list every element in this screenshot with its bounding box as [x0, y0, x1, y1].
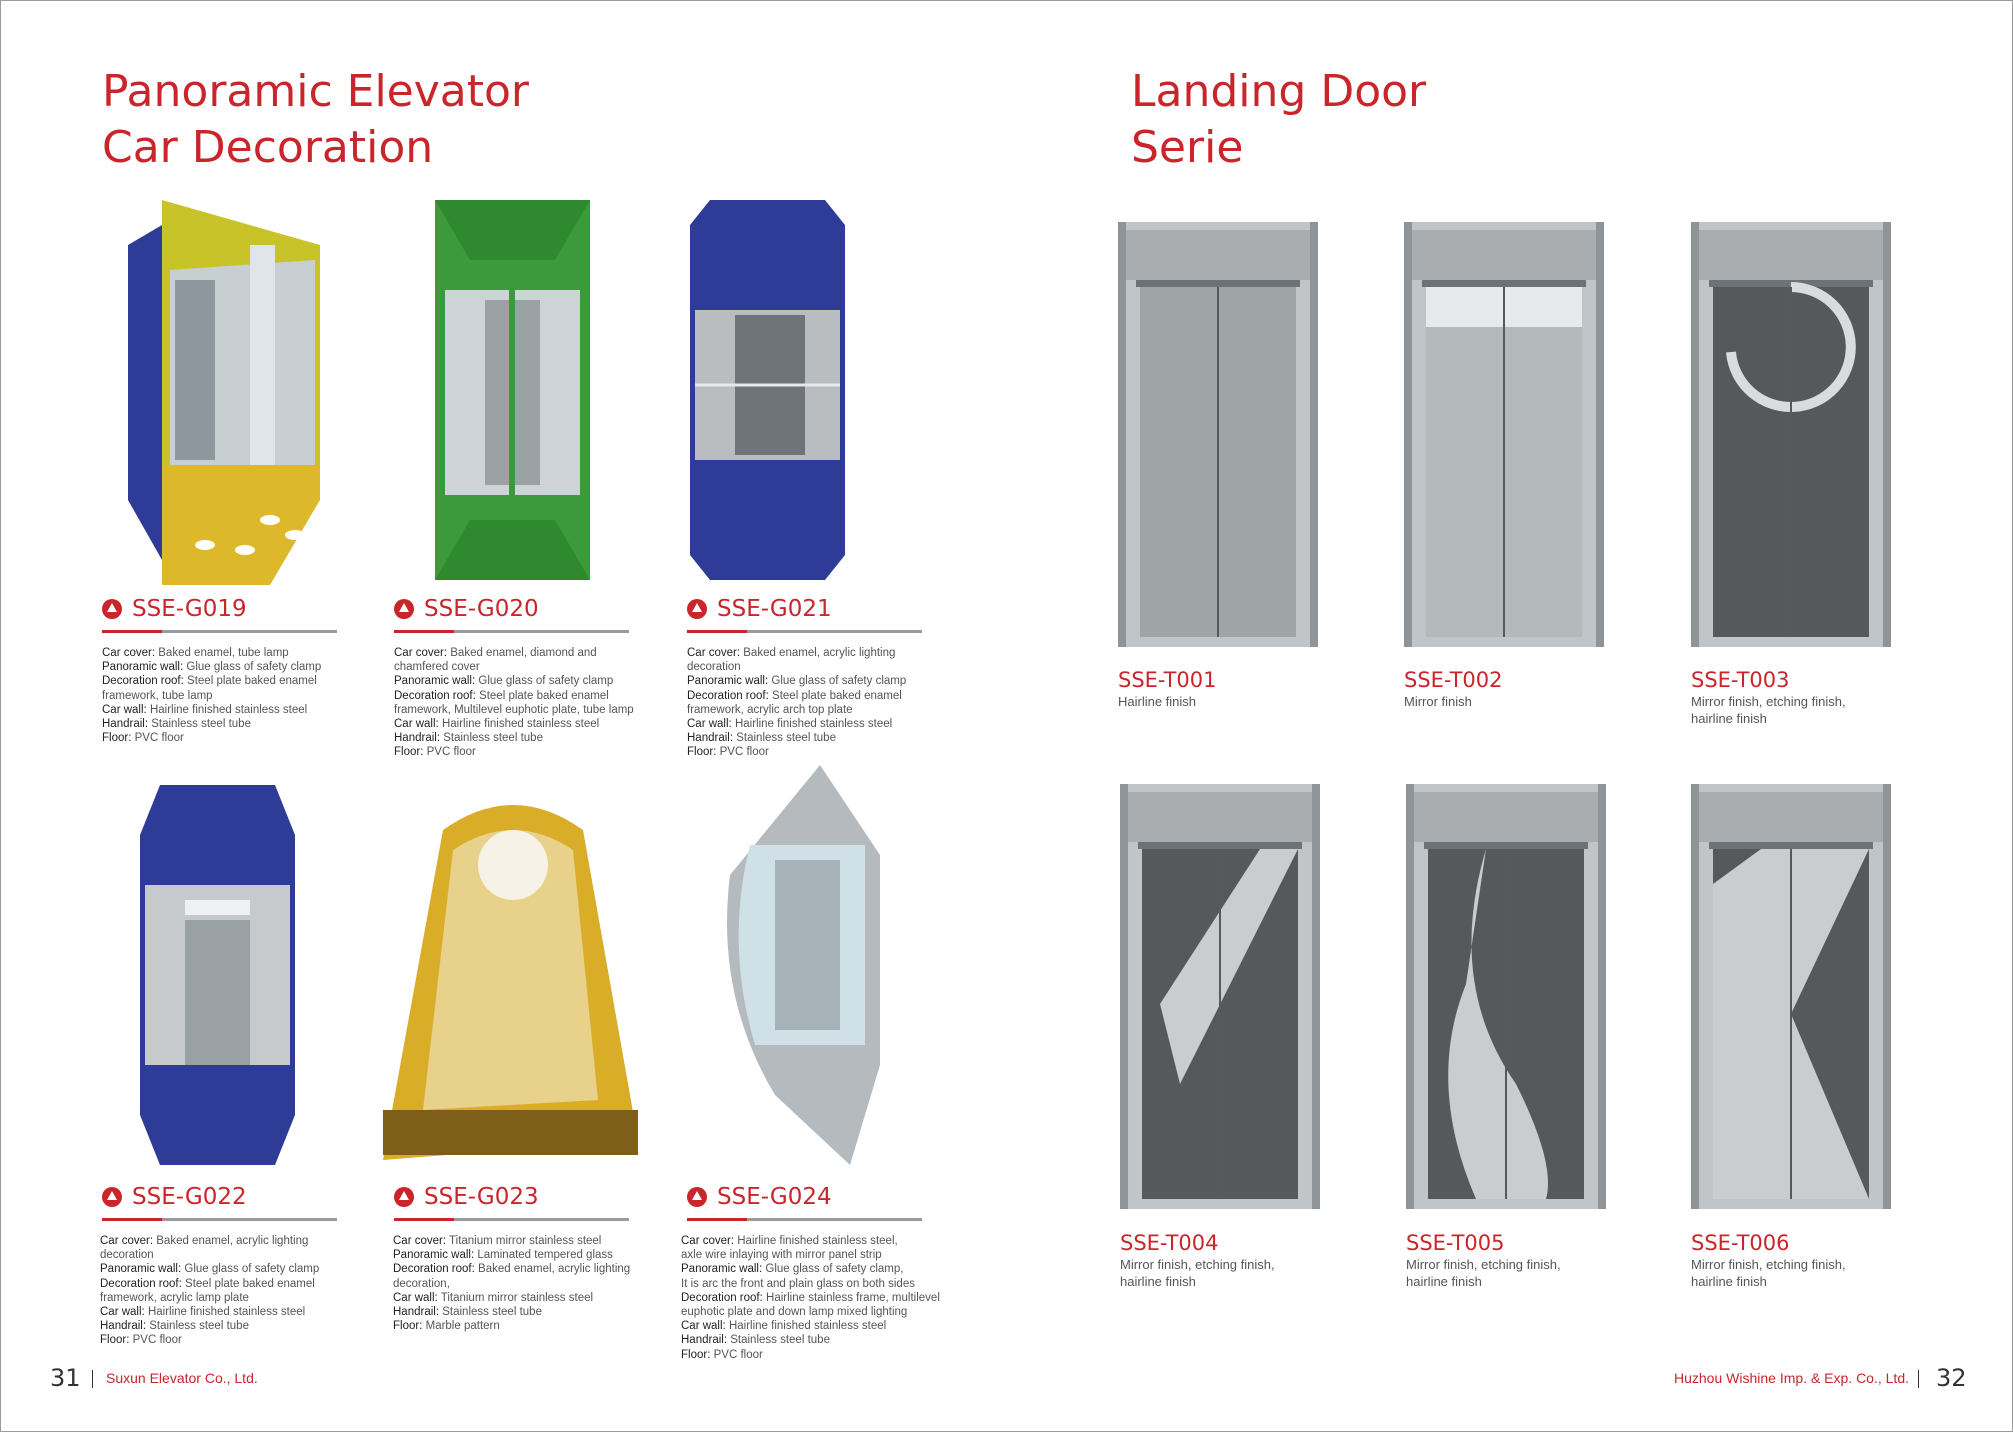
spec-key: Car cover: — [102, 647, 156, 659]
spec-value: Glue glass of safety clamp, — [765, 1263, 904, 1276]
triangle-up-icon — [102, 599, 122, 619]
spec-line — [681, 1305, 940, 1319]
door-code-sse-t006: SSE-T006 — [1691, 1231, 1790, 1255]
car-code-rule-gray — [454, 630, 629, 633]
spec-value: Hairline stainless frame, multilevel — [766, 1291, 940, 1304]
spec-value: framework, acrylic lamp plate — [100, 1291, 249, 1304]
spec-value: PVC floor — [719, 746, 769, 759]
spec-key: Floor: — [393, 1320, 423, 1333]
spec-line — [393, 1305, 630, 1319]
car-code-rule-gray — [747, 630, 922, 633]
spec-value: Stainless steel tube — [151, 718, 251, 731]
spec-value: Hairline finished stainless steel — [441, 718, 600, 731]
door-desc-sse-t001 — [1118, 693, 1196, 710]
spec-line — [393, 1262, 630, 1276]
spec-key: Car cover: — [100, 1235, 154, 1247]
spec-value: chamfered cover — [394, 661, 480, 674]
spec-line — [102, 660, 321, 674]
door-desc-line: hairline finish — [1691, 1274, 1767, 1289]
spec-line — [100, 1277, 319, 1291]
spec-line — [100, 1248, 319, 1262]
spec-key: Handrail: — [393, 1306, 440, 1319]
triangle-up-icon — [394, 1187, 414, 1207]
car-code-sse-g022 — [102, 1184, 247, 1210]
door-desc-line: Mirror finish, etching finish, — [1691, 694, 1846, 709]
spec-line — [100, 1291, 319, 1305]
triangle-up-icon — [394, 599, 414, 619]
car-code-rule-gray — [162, 1218, 337, 1221]
door-desc-line: Mirror finish, etching finish, — [1691, 1257, 1846, 1272]
spec-key: Handrail: — [681, 1334, 728, 1347]
spec-key: Floor: — [100, 1334, 130, 1347]
spec-line — [394, 660, 634, 674]
spec-line — [687, 745, 906, 759]
spec-key: Car cover: — [394, 647, 448, 659]
car-code-rule-gray — [747, 1218, 922, 1221]
spec-value: Steel plate baked enamel — [479, 689, 609, 702]
car-code-sse-g020 — [394, 596, 539, 622]
landing-door-sse-t005 — [1406, 784, 1606, 1209]
triangle-up-icon — [687, 599, 707, 619]
car-code-rule — [687, 630, 747, 633]
landing-door-sse-t004 — [1120, 784, 1320, 1209]
spec-line — [394, 703, 634, 717]
spec-key: Car cover: — [687, 647, 741, 659]
spec-value: Glue glass of safety clamp — [186, 661, 322, 674]
door-desc-line: Mirror finish, etching finish, — [1406, 1257, 1561, 1272]
triangle-up-icon — [687, 1187, 707, 1207]
car-image-sse-g019 — [120, 200, 325, 585]
spec-key: Decoration roof: — [687, 689, 769, 702]
spec-line — [393, 1248, 630, 1262]
spec-key: Car wall: — [687, 718, 732, 731]
spec-line — [681, 1348, 940, 1362]
car-specs-sse-g020 — [394, 646, 634, 760]
door-desc-line: Hairline finish — [1118, 694, 1197, 709]
landing-door-sse-t003 — [1691, 222, 1891, 647]
spec-key: Decoration roof: — [102, 675, 184, 688]
right-footer-company: Huzhou Wishine Imp. & Exp. Co., Ltd. — [1674, 1370, 1909, 1386]
car-code-label: SSE-G020 — [424, 596, 539, 622]
spec-value: Baked enamel, diamond and — [450, 647, 597, 659]
landing-door-sse-t001 — [1118, 222, 1318, 647]
car-image-sse-g020 — [435, 200, 590, 580]
spec-line — [681, 1234, 940, 1248]
spec-line — [394, 646, 634, 660]
right-title-line-1: Landing Door — [1131, 66, 1427, 117]
spec-value: decoration, — [393, 1277, 450, 1290]
spec-value: Stainless steel tube — [730, 1334, 830, 1347]
footer-separator — [1918, 1370, 1919, 1388]
spec-key: Car cover: — [681, 1235, 735, 1247]
spec-value: framework, acrylic arch top plate — [687, 703, 853, 716]
spec-line — [100, 1262, 319, 1276]
car-code-rule — [687, 1218, 747, 1221]
car-code-sse-g023 — [394, 1184, 539, 1210]
spec-line — [681, 1291, 940, 1305]
spec-value: Titanium mirror stainless steel — [449, 1235, 602, 1247]
spec-key: Car wall: — [100, 1306, 145, 1319]
spec-line — [687, 660, 906, 674]
spec-value: Baked enamel, tube lamp — [158, 647, 289, 659]
door-desc-line: hairline finish — [1406, 1274, 1482, 1289]
left-title-line-2: Car Decoration — [102, 122, 434, 173]
car-code-rule — [102, 1218, 162, 1221]
car-code-sse-g024 — [687, 1184, 832, 1210]
door-code-sse-t004: SSE-T004 — [1120, 1231, 1219, 1255]
spec-line — [393, 1319, 630, 1333]
spec-line — [394, 674, 634, 688]
car-code-rule — [102, 630, 162, 633]
spec-value: decoration — [687, 661, 741, 674]
spec-value: Glue glass of safety clamp — [184, 1263, 320, 1276]
car-specs-sse-g019 — [102, 646, 321, 745]
spec-value: Baked enamel, acrylic lighting — [478, 1263, 631, 1276]
spec-line — [393, 1291, 630, 1305]
car-image-sse-g022 — [140, 785, 295, 1165]
footer-separator — [92, 1370, 93, 1388]
spec-value: Titanium mirror stainless steel — [440, 1291, 594, 1304]
car-code-rule — [394, 1218, 454, 1221]
spec-value: Glue glass of safety clamp — [771, 675, 907, 688]
spec-value: euphotic plate and down lamp mixed lighting — [681, 1306, 908, 1319]
spec-line — [100, 1305, 319, 1319]
spec-value: Stainless steel tube — [736, 732, 836, 745]
spec-line — [102, 731, 321, 745]
car-specs-sse-g024 — [681, 1234, 940, 1362]
spec-value: Steel plate baked enamel — [187, 675, 317, 688]
door-desc-sse-t005 — [1406, 1256, 1561, 1290]
door-code-sse-t005: SSE-T005 — [1406, 1231, 1505, 1255]
car-code-label: SSE-G023 — [424, 1184, 539, 1210]
car-image-sse-g021 — [690, 200, 845, 580]
spec-line — [393, 1234, 630, 1248]
spec-value: decoration — [100, 1249, 154, 1262]
car-code-label: SSE-G024 — [717, 1184, 832, 1210]
spec-value: Stainless steel tube — [149, 1320, 249, 1333]
right-page-title — [1131, 64, 1426, 176]
spec-value: Laminated tempered glass — [477, 1249, 613, 1262]
spec-value: Hairline finished stainless steel — [147, 1306, 306, 1319]
spec-key: Decoration roof: — [394, 689, 476, 702]
spec-line — [100, 1319, 319, 1333]
spec-key: Floor: — [681, 1348, 711, 1361]
car-image-sse-g023 — [383, 790, 643, 1160]
spec-key: Car wall: — [394, 718, 439, 731]
spec-line — [393, 1277, 630, 1291]
door-desc-sse-t004 — [1120, 1256, 1275, 1290]
spec-key: Decoration roof: — [681, 1291, 763, 1304]
spec-line — [394, 717, 634, 731]
spec-line — [681, 1262, 940, 1276]
spec-key: Panoramic wall: — [102, 661, 184, 674]
spec-line — [394, 731, 634, 745]
door-code-sse-t003: SSE-T003 — [1691, 668, 1790, 692]
spec-key: Floor: — [687, 746, 717, 759]
spec-line — [687, 689, 906, 703]
spec-line — [102, 674, 321, 688]
spec-key: Car wall: — [102, 703, 147, 716]
spec-value: Stainless steel tube — [443, 732, 543, 745]
spec-key: Floor: — [102, 732, 132, 745]
left-footer-company: Suxun Elevator Co., Ltd. — [106, 1370, 258, 1386]
spec-value: PVC floor — [426, 746, 476, 759]
spec-line — [687, 646, 906, 660]
car-code-label: SSE-G022 — [132, 1184, 247, 1210]
spec-line — [681, 1248, 940, 1262]
spec-line — [102, 703, 321, 717]
car-code-label: SSE-G021 — [717, 596, 832, 622]
spec-line — [394, 745, 634, 759]
spec-value: Baked enamel, acrylic lighting — [743, 647, 896, 659]
spec-line — [102, 689, 321, 703]
right-page-number: 32 — [1936, 1364, 1967, 1392]
spec-value: Glue glass of safety clamp — [478, 675, 614, 688]
car-image-sse-g024 — [715, 765, 890, 1165]
car-code-label: SSE-G019 — [132, 596, 247, 622]
spec-key: Panoramic wall: — [687, 675, 769, 688]
car-code-rule — [394, 630, 454, 633]
spec-line — [681, 1319, 940, 1333]
spec-key: Handrail: — [394, 732, 441, 745]
left-title-line-1: Panoramic Elevator — [102, 66, 530, 117]
car-code-rule-gray — [454, 1218, 629, 1221]
spec-key: Handrail: — [102, 718, 149, 731]
spec-value: Baked enamel, acrylic lighting — [156, 1235, 309, 1247]
spec-key: Car cover: — [393, 1235, 447, 1247]
car-specs-sse-g023 — [393, 1234, 630, 1333]
spec-value: PVC floor — [132, 1334, 182, 1347]
spec-line — [687, 703, 906, 717]
spec-value: framework, tube lamp — [102, 689, 213, 702]
spec-value: PVC floor — [713, 1348, 763, 1361]
spec-value: Marble pattern — [425, 1320, 500, 1333]
door-desc-sse-t002 — [1404, 693, 1472, 710]
spec-line — [687, 731, 906, 745]
spec-value: Hairline finished stainless steel — [728, 1320, 887, 1333]
spec-line — [100, 1333, 319, 1347]
spec-line — [102, 717, 321, 731]
car-code-sse-g021 — [687, 596, 832, 622]
spec-key: Handrail: — [687, 732, 734, 745]
spec-line — [681, 1277, 940, 1291]
door-code-sse-t001: SSE-T001 — [1118, 668, 1217, 692]
car-specs-sse-g022 — [100, 1234, 319, 1348]
spec-line — [687, 674, 906, 688]
spec-value: Steel plate baked enamel — [185, 1277, 315, 1290]
door-desc-line: Mirror finish, etching finish, — [1120, 1257, 1275, 1272]
spec-value: PVC floor — [134, 732, 184, 745]
spec-line — [681, 1333, 940, 1347]
left-page-number: 31 — [50, 1364, 81, 1392]
door-code-sse-t002: SSE-T002 — [1404, 668, 1503, 692]
left-page-title — [102, 64, 529, 176]
car-specs-sse-g021 — [687, 646, 906, 760]
door-desc-line: hairline finish — [1120, 1274, 1196, 1289]
spec-key: Floor: — [394, 746, 424, 759]
spec-line — [394, 689, 634, 703]
spec-key: Panoramic wall: — [100, 1263, 182, 1276]
spec-line — [100, 1234, 319, 1248]
spec-key: Handrail: — [100, 1320, 147, 1333]
door-desc-sse-t006 — [1691, 1256, 1846, 1290]
spec-key: Panoramic wall: — [394, 675, 476, 688]
spec-value: It is arc the front and plain glass on both sides — [681, 1277, 915, 1290]
spec-value: axle wire inlaying with mirror panel strip — [681, 1249, 882, 1262]
spec-key: Panoramic wall: — [681, 1263, 763, 1276]
landing-door-sse-t002 — [1404, 222, 1604, 647]
spec-value: Hairline finished stainless steel — [149, 703, 308, 716]
spec-key: Decoration roof: — [100, 1277, 182, 1290]
door-desc-line: Mirror finish — [1404, 694, 1472, 709]
spec-key: Car wall: — [681, 1320, 726, 1333]
spec-value: Stainless steel tube — [442, 1306, 542, 1319]
door-desc-sse-t003 — [1691, 693, 1846, 727]
spec-key: Car wall: — [393, 1291, 438, 1304]
spec-line — [102, 646, 321, 660]
car-code-sse-g019 — [102, 596, 247, 622]
landing-door-sse-t006 — [1691, 784, 1891, 1209]
spec-line — [687, 717, 906, 731]
car-code-rule-gray — [162, 630, 337, 633]
door-desc-line: hairline finish — [1691, 711, 1767, 726]
triangle-up-icon — [102, 1187, 122, 1207]
spec-value: Steel plate baked enamel — [772, 689, 902, 702]
spec-key: Decoration roof: — [393, 1263, 475, 1276]
spec-value: framework, Multilevel euphotic plate, tube lamp — [394, 703, 634, 716]
right-title-line-2: Serie — [1131, 122, 1244, 173]
spec-value: Hairline finished stainless steel — [734, 718, 893, 731]
spec-value: Hairline finished stainless steel, — [737, 1235, 898, 1247]
spec-key: Panoramic wall: — [393, 1249, 475, 1262]
